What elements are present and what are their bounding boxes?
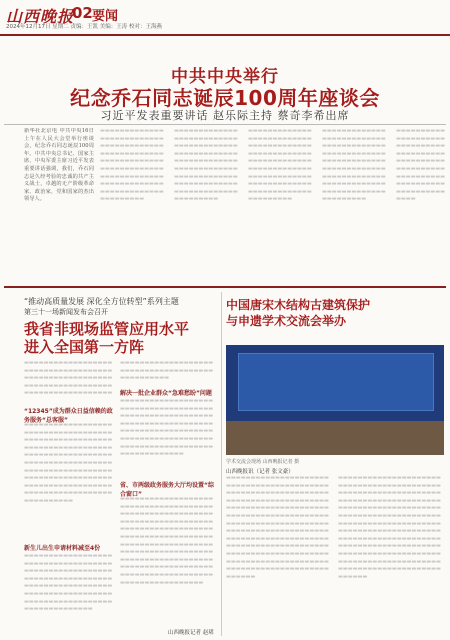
column-divider — [221, 292, 222, 636]
photo-caption: 学术交流会现场 山西晚报记者 摄 — [226, 459, 300, 465]
article-3-headline-2: 与申遗学术交流会举办 — [226, 314, 347, 328]
article-2-body-6: ▬▬▬▬▬▬▬▬▬▬▬▬▬▬▬▬▬▬▬▬▬▬▬▬▬▬▬▬▬▬▬▬▬▬▬▬▬▬▬▬▬▬▬▬▬▬▬▬▬▬▬▬▬▬▬▬▬▬▬▬▬▬▬▬▬▬▬▬▬▬▬▬▬▬▬▬▬▬▬▬▬▬▬▬▬▬▬▬▬▬▬▬▬▬▬▬▬▬▬▬▬▬▬▬▬▬▬▬▬▬▬▬▬▬▬▬▬▬▬▬▬▬▬▬▬▬▬▬▬▬▬▬▬▬▬▬▬▬▬▬▬▬▬▬▬▬▬▬▬▬▬▬▬▬▬▬▬▬▬▬▬▬▬▬▬▬▬▬▬▬▬▬▬▬▬▬▬▬▬▬▬▬▬▬▬▬▬▬▬▬▬▬▬▬▬▬▬▬▬▬▬▬▬▬▬▬▬▬▬▬▬▬▬▬▬▬▬▬▬▬▬▬▬▬▬▬ — [120, 496, 214, 586]
section-divider — [4, 286, 446, 288]
stage-screen — [238, 353, 434, 411]
lead-body-text: 新华社北京电 中共中央16日上午在人民大会堂举行座谈会，纪念乔石同志诞辰100周年。中共中央总书记、国家主席、中央军委主席习近平发表重要讲话强调，我们，乔石同志是久经考验的忠诚的共产主义战士，卓越的无产阶级革命家、政治家，党和国家的杰出领导人。 — [24, 128, 94, 203]
article-3-headline-1: 中国唐宋木结构古建筑保护 — [226, 298, 371, 312]
section-name: 要闻 — [92, 9, 119, 24]
article-2-subhead-4: 省、市两级政务服务大厅均设置“综合窗口” — [120, 482, 214, 498]
lead-body-col-5: ▬▬▬▬▬▬▬▬▬▬▬▬▬▬▬▬▬▬▬▬▬▬▬▬▬▬▬▬▬▬▬▬▬▬▬▬▬▬▬▬▬▬▬▬▬▬▬▬▬▬▬▬▬▬▬▬▬▬▬▬▬▬▬▬▬▬▬▬▬▬▬▬▬▬▬▬▬▬▬▬▬▬▬▬▬▬▬▬▬▬▬▬▬▬▬▬▬▬▬▬▬▬▬▬▬▬▬▬▬▬▬▬▬▬▬▬▬▬▬▬▬▬▬▬▬▬ — [322, 128, 386, 203]
page-number: 02 — [72, 4, 93, 22]
article-3-byline: 山西晚报讯（记者 张文豪） — [226, 469, 294, 475]
lead-body-col-6: ▬▬▬▬▬▬▬▬▬▬▬▬▬▬▬▬▬▬▬▬▬▬▬▬▬▬▬▬▬▬▬▬▬▬▬▬▬▬▬▬▬▬▬▬▬▬▬▬▬▬▬▬▬▬▬▬▬▬▬▬▬▬▬▬▬▬▬▬▬▬▬▬▬▬▬▬▬▬▬▬▬▬▬▬▬▬▬▬▬▬▬▬▬▬ — [396, 128, 446, 203]
article-2-subhead-2: 新生儿出生申请材料减至4份 — [24, 545, 101, 552]
article-2-body-1: ▬▬▬▬▬▬▬▬▬▬▬▬▬▬▬▬▬▬▬▬▬▬▬▬▬▬▬▬▬▬▬▬▬▬▬▬▬▬▬▬▬▬▬▬▬▬▬▬▬▬▬▬▬▬▬▬▬▬▬▬▬▬▬▬▬▬▬▬▬▬▬▬▬▬▬▬▬▬▬▬▬▬▬▬▬▬▬▬▬▬ — [24, 360, 113, 397]
article-2-kicker: “推动高质量发展 深化全方位转型”系列主题 — [24, 297, 179, 306]
article-2-kicker-2: 第三十一场新闻发布会召开 — [24, 308, 108, 316]
lead-headline-line-1: 中共中央举行 — [171, 67, 279, 87]
article-2-subhead-1: “12345”成为群众日益信赖的政务服务“总客服” — [24, 408, 113, 424]
stage-floor — [226, 421, 444, 455]
article-3-body-2: ▬▬▬▬▬▬▬▬▬▬▬▬▬▬▬▬▬▬▬▬▬▬▬▬▬▬▬▬▬▬▬▬▬▬▬▬▬▬▬▬▬▬▬▬▬▬▬▬▬▬▬▬▬▬▬▬▬▬▬▬▬▬▬▬▬▬▬▬▬▬▬▬▬▬▬▬▬▬▬▬▬▬▬▬▬▬▬▬▬▬▬▬▬▬▬▬▬▬▬▬▬▬▬▬▬▬▬▬▬▬▬▬▬▬▬▬▬▬▬▬▬▬▬▬▬▬▬▬▬▬▬▬▬▬▬▬▬▬▬▬▬▬▬▬▬▬▬▬▬▬▬▬▬▬▬▬▬▬▬▬▬▬▬▬▬▬▬▬▬▬▬▬▬▬▬▬▬▬▬▬▬▬▬▬▬▬▬▬▬▬▬▬▬▬▬▬▬▬▬▬▬▬▬▬▬▬▬▬▬▬▬▬▬▬▬▬▬▬▬▬▬▬▬▬▬▬▬▬▬▬▬▬▬▬▬▬▬▬▬▬▬▬▬▬▬▬▬▬▬▬▬▬▬▬▬▬▬▬▬▬▬▬▬▬▬▬▬▬▬▬▬▬▬▬▬▬▬▬▬ — [338, 475, 441, 580]
article-2-headline-2: 进入全国第一方阵 — [24, 338, 145, 356]
lead-body-col-4: ▬▬▬▬▬▬▬▬▬▬▬▬▬▬▬▬▬▬▬▬▬▬▬▬▬▬▬▬▬▬▬▬▬▬▬▬▬▬▬▬▬▬▬▬▬▬▬▬▬▬▬▬▬▬▬▬▬▬▬▬▬▬▬▬▬▬▬▬▬▬▬▬▬▬▬▬▬▬▬▬▬▬▬▬▬▬▬▬▬▬▬▬▬▬▬▬▬▬▬▬▬▬▬▬▬▬▬▬▬▬▬▬▬▬▬▬▬▬▬▬▬▬▬▬▬▬ — [248, 128, 312, 203]
masthead — [0, 0, 450, 36]
lead-body-col-1 — [24, 128, 94, 278]
article-2-body-3: ▬▬▬▬▬▬▬▬▬▬▬▬▬▬▬▬▬▬▬▬▬▬▬▬▬▬▬▬▬▬▬▬▬▬▬▬▬▬▬▬▬▬▬▬▬▬▬▬▬▬▬▬▬▬▬▬▬▬▬▬▬▬▬▬▬▬▬▬▬▬▬▬▬▬▬▬▬▬▬▬▬▬▬▬▬▬▬▬▬▬▬▬▬▬▬▬▬▬▬▬▬▬▬▬▬▬▬▬▬▬▬▬▬▬▬▬▬▬▬▬▬▬▬▬▬▬▬▬▬▬▬▬▬▬▬▬▬▬▬▬ — [24, 553, 113, 613]
lead-top-rule — [4, 124, 446, 125]
lead-deck: 习近平发表重要讲话 赵乐际主持 蔡奇李希出席 — [100, 109, 350, 122]
lead-body-col-3: ▬▬▬▬▬▬▬▬▬▬▬▬▬▬▬▬▬▬▬▬▬▬▬▬▬▬▬▬▬▬▬▬▬▬▬▬▬▬▬▬▬▬▬▬▬▬▬▬▬▬▬▬▬▬▬▬▬▬▬▬▬▬▬▬▬▬▬▬▬▬▬▬▬▬▬▬▬▬▬▬▬▬▬▬▬▬▬▬▬▬▬▬▬▬▬▬▬▬▬▬▬▬▬▬▬▬▬▬▬▬▬▬▬▬▬▬▬▬▬▬▬▬▬▬▬▬ — [174, 128, 238, 203]
article-2-headline-1: 我省非现场监管应用水平 — [24, 320, 190, 338]
lead-headline-line-2: 纪念乔石同志诞辰100周年座谈会 — [70, 86, 380, 110]
conference-photo — [226, 345, 444, 455]
article-2-body-2: ▬▬▬▬▬▬▬▬▬▬▬▬▬▬▬▬▬▬▬▬▬▬▬▬▬▬▬▬▬▬▬▬▬▬▬▬▬▬▬▬▬▬▬▬▬▬▬▬▬▬▬▬▬▬▬▬▬▬▬▬▬▬▬▬▬▬▬▬▬▬▬▬▬▬▬▬▬▬▬▬▬▬▬▬▬▬▬▬▬▬▬▬▬▬▬▬▬▬▬▬▬▬▬▬▬▬▬▬▬▬▬▬▬▬▬▬▬▬▬▬▬▬▬▬▬▬▬▬▬▬▬▬▬▬▬▬▬▬▬▬▬▬▬▬▬▬▬▬▬▬▬▬▬▬▬▬▬▬▬▬▬▬▬▬▬▬▬▬▬▬▬▬▬▬▬▬▬▬▬▬▬▬▬▬▬▬▬▬▬▬ — [24, 422, 113, 504]
newspaper-logo: 山西晚报 — [6, 7, 75, 26]
article-2-body-4: ▬▬▬▬▬▬▬▬▬▬▬▬▬▬▬▬▬▬▬▬▬▬▬▬▬▬▬▬▬▬▬▬▬▬▬▬▬▬▬▬▬▬▬▬▬▬▬▬ — [120, 360, 214, 382]
article-2-subhead-3: 解决一批企业群众“急难愁盼”问题 — [120, 390, 212, 397]
article-2-byline: 山西晚报记者 赵珺 — [168, 630, 214, 636]
article-2-body-5: ▬▬▬▬▬▬▬▬▬▬▬▬▬▬▬▬▬▬▬▬▬▬▬▬▬▬▬▬▬▬▬▬▬▬▬▬▬▬▬▬▬▬▬▬▬▬▬▬▬▬▬▬▬▬▬▬▬▬▬▬▬▬▬▬▬▬▬▬▬▬▬▬▬▬▬▬▬▬▬▬▬▬▬▬▬▬▬▬▬▬▬▬▬▬▬▬▬▬▬▬▬▬▬▬▬▬▬▬▬▬▬▬▬▬▬▬▬▬▬▬▬▬▬▬▬▬▬▬▬▬▬▬▬▬▬▬▬▬▬▬▬▬▬▬▬▬ — [120, 398, 214, 458]
article-3-body-1: ▬▬▬▬▬▬▬▬▬▬▬▬▬▬▬▬▬▬▬▬▬▬▬▬▬▬▬▬▬▬▬▬▬▬▬▬▬▬▬▬▬▬▬▬▬▬▬▬▬▬▬▬▬▬▬▬▬▬▬▬▬▬▬▬▬▬▬▬▬▬▬▬▬▬▬▬▬▬▬▬▬▬▬▬▬▬▬▬▬▬▬▬▬▬▬▬▬▬▬▬▬▬▬▬▬▬▬▬▬▬▬▬▬▬▬▬▬▬▬▬▬▬▬▬▬▬▬▬▬▬▬▬▬▬▬▬▬▬▬▬▬▬▬▬▬▬▬▬▬▬▬▬▬▬▬▬▬▬▬▬▬▬▬▬▬▬▬▬▬▬▬▬▬▬▬▬▬▬▬▬▬▬▬▬▬▬▬▬▬▬▬▬▬▬▬▬▬▬▬▬▬▬▬▬▬▬▬▬▬▬▬▬▬▬▬▬▬▬▬▬▬▬▬▬▬▬▬▬▬▬▬▬▬▬▬▬▬▬▬▬▬▬▬▬▬▬▬▬▬▬▬▬▬▬▬▬▬▬▬▬▬▬▬▬▬▬▬▬▬▬▬▬▬▬▬▬▬▬▬ — [226, 475, 329, 580]
dateline: 2024年12月17日 星期二 责编：王凯 美编：王涛 校对：王海燕 — [6, 24, 162, 30]
lead-body-col-2: ▬▬▬▬▬▬▬▬▬▬▬▬▬▬▬▬▬▬▬▬▬▬▬▬▬▬▬▬▬▬▬▬▬▬▬▬▬▬▬▬▬▬▬▬▬▬▬▬▬▬▬▬▬▬▬▬▬▬▬▬▬▬▬▬▬▬▬▬▬▬▬▬▬▬▬▬▬▬▬▬▬▬▬▬▬▬▬▬▬▬▬▬▬▬▬▬▬▬▬▬▬▬▬▬▬▬▬▬▬▬▬▬▬▬▬▬▬▬▬▬▬▬▬▬▬▬ — [100, 128, 164, 203]
